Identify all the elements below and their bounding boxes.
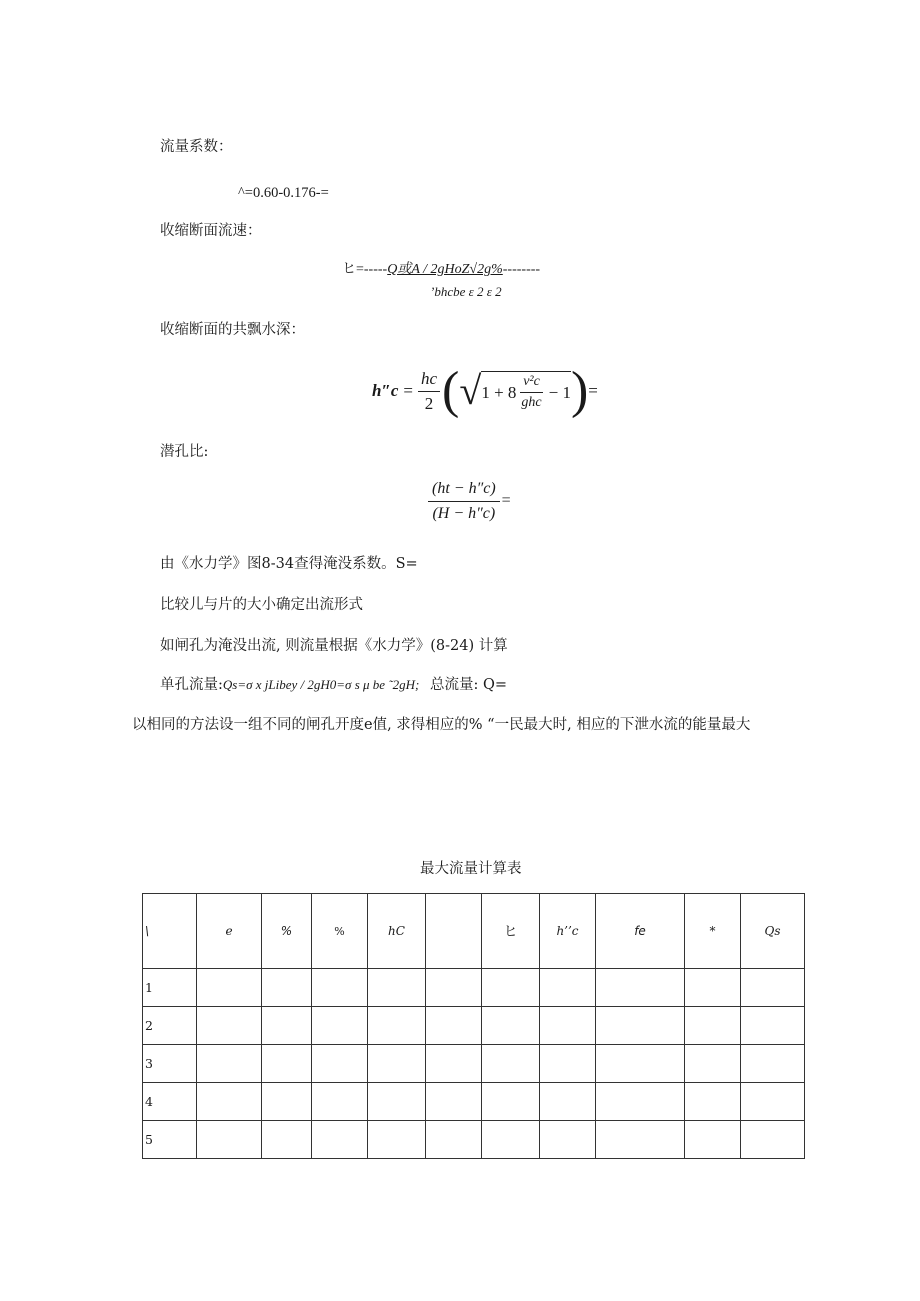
- table-cell: [685, 1121, 741, 1159]
- depth-equals: =: [403, 381, 413, 400]
- flow-coefficient-label: 流量系数：: [160, 139, 233, 155]
- sqrt-body: [481, 371, 571, 411]
- table-row: [143, 1045, 805, 1083]
- table-cell: [685, 969, 741, 1007]
- table-cell: [540, 1045, 596, 1083]
- velocity-fraction: [518, 374, 544, 411]
- table-cell: [312, 1121, 368, 1159]
- table-cell: [596, 1007, 685, 1045]
- minus-one: − 1: [548, 382, 571, 402]
- ratio-formula: [428, 478, 511, 523]
- submergence-ratio-label: 潜孔比:: [160, 444, 209, 460]
- calculation-table: [142, 893, 805, 1159]
- table-cell: [741, 1007, 805, 1045]
- velocity-sq-denominator: ghc: [521, 395, 542, 410]
- depth-lhs: h″c: [372, 381, 399, 400]
- table-cell: [197, 1045, 262, 1083]
- table-cell: [685, 1083, 741, 1121]
- header-cell: Qs: [741, 894, 805, 969]
- table-cell: [540, 1121, 596, 1159]
- table-cell: [426, 1007, 482, 1045]
- table-cell: [426, 1121, 482, 1159]
- total-flow-label: 总流量: Q=: [429, 677, 508, 693]
- header-cell: h’’c: [540, 894, 596, 969]
- conclusion-text: 以相同的方法设一组不同的闸孔开度e值, 求得相应的% “一民最大时, 相应的下泄水流的能量最大: [132, 717, 751, 733]
- table-row: [143, 1121, 805, 1159]
- table-cell: [262, 1083, 312, 1121]
- table-cell: [741, 969, 805, 1007]
- header-cell: \: [143, 894, 197, 969]
- half-denominator: 2: [424, 393, 434, 413]
- header-cell: hC: [368, 894, 426, 969]
- table-row: [143, 969, 805, 1007]
- table-cell: [262, 969, 312, 1007]
- table-cell: [482, 1083, 540, 1121]
- lookup-text: 由《水力学》图8-34查得淹没系数。S=: [160, 556, 418, 572]
- table-row: [143, 1007, 805, 1045]
- velocity-formula: [342, 258, 540, 278]
- velocity-trail: --------: [502, 262, 541, 277]
- table-cell: [312, 1045, 368, 1083]
- velocity-denominator: ’bhcbe ε 2 ε 2: [430, 284, 502, 299]
- velocity-lhs: ヒ=-----: [342, 262, 388, 277]
- table-cell: [596, 1121, 685, 1159]
- table-cell: [368, 1045, 426, 1083]
- depth-tail: =: [588, 381, 598, 400]
- table-cell: [741, 1121, 805, 1159]
- single-hole-line: [160, 676, 507, 694]
- table-header-row: [143, 894, 805, 969]
- row-number: 2: [143, 1007, 197, 1045]
- depth-formula: [372, 356, 598, 426]
- table-cell: [197, 969, 262, 1007]
- ratio-tail: =: [501, 491, 511, 509]
- single-hole-formula: Qs=σ x jLibey / 2gH0=σ s μ be ˜2gH;: [222, 677, 420, 692]
- header-cell: fe: [596, 894, 685, 969]
- flow-coefficient-formula: ^=0.60-0.176-=: [238, 185, 329, 201]
- table-cell: [596, 1045, 685, 1083]
- single-hole-label: 单孔流量:: [160, 677, 223, 693]
- table-cell: [368, 969, 426, 1007]
- half-fraction: [418, 369, 440, 414]
- header-cell: %: [262, 894, 312, 969]
- table-title: 最大流量计算表: [420, 861, 522, 877]
- table-cell: [685, 1045, 741, 1083]
- table-cell: [482, 969, 540, 1007]
- table-cell: [741, 1083, 805, 1121]
- table-cell: [685, 1007, 741, 1045]
- header-cell: ヒ: [482, 894, 540, 969]
- sqrt-icon: √: [459, 368, 482, 413]
- table-cell: [540, 1083, 596, 1121]
- submerged-text: 如闸孔为淹没出流, 则流量根据《水力学》(8-24) 计算: [160, 638, 508, 654]
- header-cell: %: [312, 894, 368, 969]
- table-cell: [197, 1007, 262, 1045]
- table-cell: [312, 1083, 368, 1121]
- table-cell: [540, 969, 596, 1007]
- table-cell: [426, 969, 482, 1007]
- sqrt-group: [459, 368, 571, 413]
- half-numerator: hc: [418, 369, 440, 392]
- right-paren: ): [570, 362, 589, 419]
- header-cell: *: [685, 894, 741, 969]
- table-cell: [368, 1083, 426, 1121]
- table-cell: [741, 1045, 805, 1083]
- table-cell: [197, 1121, 262, 1159]
- table-cell: [596, 1083, 685, 1121]
- table-cell: [262, 1121, 312, 1159]
- sqrt-inner: 1 + 8: [481, 382, 517, 402]
- contraction-velocity-label: 收缩断面流速：: [160, 223, 262, 239]
- table-cell: [482, 1121, 540, 1159]
- table-cell: [368, 1121, 426, 1159]
- ratio-numerator: (ht − h″c): [428, 478, 500, 502]
- table-cell: [262, 1007, 312, 1045]
- ratio-fraction: [428, 478, 500, 523]
- ratio-denominator: (H − h″c): [432, 505, 496, 522]
- compare-text: 比较儿与片的大小确定出流形式: [160, 597, 363, 613]
- left-paren: (: [442, 362, 460, 419]
- table-cell: [540, 1007, 596, 1045]
- table-cell: [197, 1083, 262, 1121]
- table-cell: [426, 1045, 482, 1083]
- table-cell: [426, 1083, 482, 1121]
- table-cell: [312, 969, 368, 1007]
- row-number: 3: [143, 1045, 197, 1083]
- table-cell: [368, 1007, 426, 1045]
- header-cell: e: [197, 894, 262, 969]
- table-cell: [482, 1045, 540, 1083]
- table-cell: [596, 969, 685, 1007]
- table-cell: [482, 1007, 540, 1045]
- velocity-numerator: Q或A / 2gHoZ√2g%: [387, 262, 503, 277]
- row-number: 5: [143, 1121, 197, 1159]
- table-row: [143, 1083, 805, 1121]
- contraction-depth-label: 收缩断面的共飘水深：: [160, 322, 305, 338]
- row-number: 1: [143, 969, 197, 1007]
- table-cell: [312, 1007, 368, 1045]
- velocity-sq-numerator: v²c: [520, 374, 543, 393]
- header-cell: [426, 894, 482, 969]
- table-cell: [262, 1045, 312, 1083]
- row-number: 4: [143, 1083, 197, 1121]
